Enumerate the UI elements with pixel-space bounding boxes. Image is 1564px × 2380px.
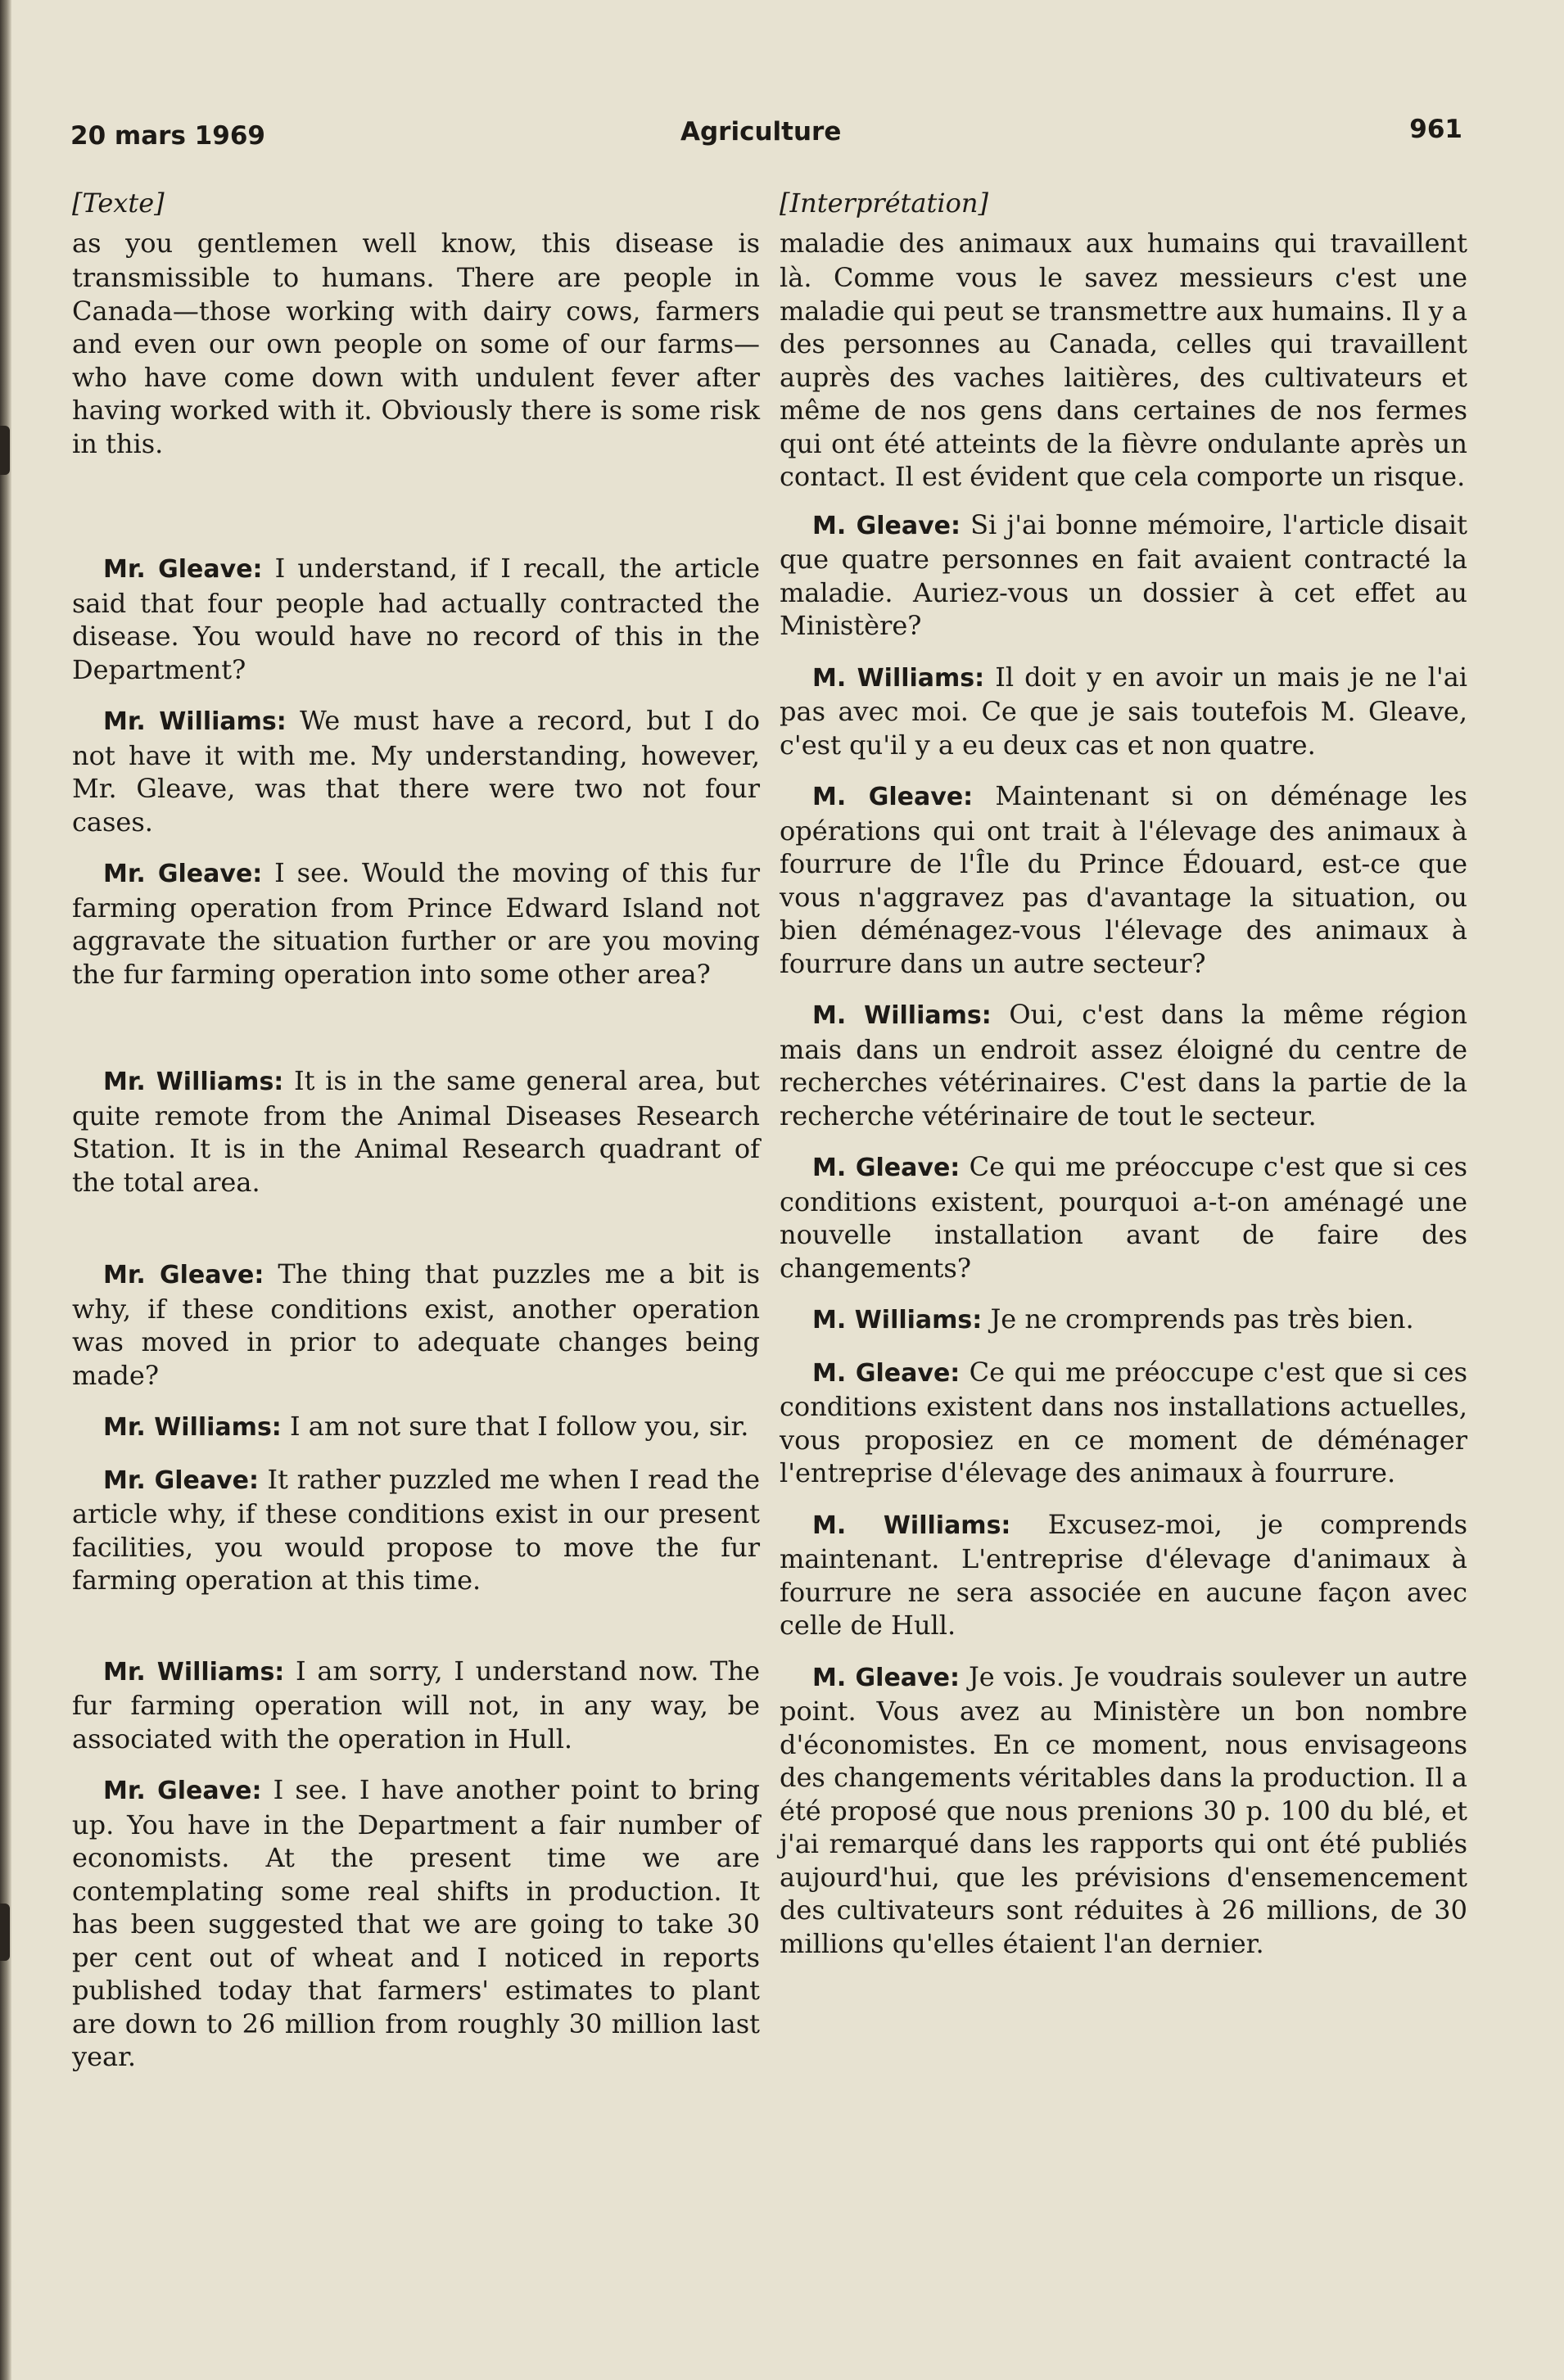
speaker-name: M. Gleave: [812,783,974,811]
paragraph-text: It is in the same general area, but quite remote from the Animal Diseases Research Station. It is in the Animal Research quadrant of the total area. [72,1065,761,1198]
speaker-name: M. Gleave: [812,1663,960,1692]
paragraph-text: Oui, c'est dans la même région mais dans un endroit assez éloigné du centre de recherches vétérinaires. C'est dans la partie de la recherche vétérinaire de tout le secteur. [780,999,1468,1131]
paragraph [780,779,1467,980]
header-title: Agriculture [680,117,842,147]
speaker-name: M. Williams: [812,1511,1011,1540]
paragraph-text: Maintenant si on déménage les opérations qui ont trait à l'élevage des animaux à fourrure de l'Île du Prince Édouard, est-ce que vous n'aggravez pas d'avantage la situation, ou bien déménagez-vous l'élevage des animaux à fourrure dans un autre secteur? [780,780,1467,979]
paragraph [72,1410,760,1445]
paragraph-text: Je ne cromprends pas très bien. [990,1303,1414,1335]
paragraph-text: Je vois. Je voudrais soulever un autre point. Vous avez au Ministère un bon nombre d'économistes. En ce moment, nous envisageons des changements véritables dans la production. Il a été proposé que nous prenions 30 p. 100 du blé, et j'ai remarqué dans les rapports qui ont été publiés aujourd'hui, que les prévisions d'ensemencement des cultivateurs sont réduites à 26 millions, de 30 millions qu'elles étaient l'an dernier. [780,1660,1467,1959]
paragraph-text: I am not sure that I follow you, sir. [289,1411,749,1442]
french-column [780,187,1467,1960]
paragraph [780,1356,1467,1490]
speaker-name: M. Williams: [812,663,985,693]
speaker-name: Mr. Williams: [103,1657,285,1687]
paragraph-text: It rather puzzled me when I read the article why, if these conditions exist in our present facilities, you would propose to move the fur farming operation at this time. [72,1463,761,1596]
paragraph [72,552,760,686]
speaker-name: Mr. Williams: [103,707,287,736]
speaker-name: Mr. Gleave: [103,555,263,584]
speaker-name: Mr. Gleave: [103,1777,262,1805]
paragraph [780,661,1467,762]
page-header [70,115,1462,151]
paragraph [780,1660,1467,1961]
binding-mark [0,426,10,475]
paragraph [72,1655,760,1756]
page-number: 961 [1409,115,1462,144]
page-binding-edge [0,0,11,2380]
paragraph-text: Il doit y en avoir un mais je ne l'ai pas avec moi. Ce que je sais toutefois M. Gleave, c'est qu'il y a eu deux cas et non quatre. [780,661,1468,761]
paragraph-text: We must have a record, but I do not have it with me. My understanding, however, Mr. Gleave, was that there were two not four cases. [72,705,761,838]
paragraph-text: I am sorry, I understand now. The fur farming operation will not, in any way, be associated with the operation in Hull. [72,1655,761,1755]
speaker-name: Mr. Williams: [103,1068,284,1096]
paragraph-text: I understand, if I recall, the article said that four people had actually contracted the disease. You would have no record of this in the Department? [72,553,761,685]
column-label: [Interprétation] [780,187,988,219]
speaker-name: Mr. Gleave: [103,860,263,888]
paragraph [72,1258,760,1392]
speaker-name: M. Gleave: [812,1358,961,1388]
column-label: [Texte] [72,187,165,219]
paragraph [780,1150,1467,1285]
paragraph-text: Ce qui me préoccupe c'est que si ces conditions existent, pourquoi a-t-on aménagé une nouvelle installation avant de faire des changements? [780,1151,1468,1284]
speaker-name: Mr. Gleave: [103,1465,259,1495]
paragraph-text: maladie des animaux aux humains qui travaillent là. Comme vous le savez messieurs c'est une maladie qui peut se transmettre aux humains. Il y a des personnes au Canada, celles qui travaillent auprès des vaches laitières, des cultivateurs et même de nos gens dans certaines de nos fermes qui ont été atteints de la fièvre ondulante après un contact. Il est évident que cela comporte un risque. [780,227,1467,492]
speaker-name: M. Williams: [812,1001,992,1030]
paragraph-text: as you gentlemen well know, this disease is transmissible to humans. There are people in Canada—those working with dairy cows, farmers and even our own people on some of our farms—who have come down with undulent fever after having worked with it. Obviously there is some risk in this. [72,227,760,459]
paragraph [780,1303,1467,1338]
speaker-name: M. Gleave: [812,1154,961,1182]
header-date: 20 mars 1969 [70,121,265,151]
speaker-name: Mr. Williams: [103,1413,282,1442]
paragraph [72,856,760,991]
paragraph-text: I see. Would the moving of this fur farming operation from Prince Edward Island not aggravate the situation further or are you moving the fur farming operation into some other area? [72,857,760,990]
paragraph [72,1463,760,1597]
paragraph-text: Si j'ai bonne mémoire, l'article disait que quatre personnes en fait avaient contracté la maladie. Auriez-vous un dossier à cet effet au Ministère? [780,508,1467,641]
speaker-name: M. Williams: [812,1306,983,1335]
speaker-name: M. Gleave: [812,511,961,540]
paragraph-text: Excusez-moi, je comprends maintenant. L'entreprise d'élevage d'animaux à fourrure ne sera associée en aucune façon avec celle de Hull. [780,1508,1468,1641]
paragraph-text: I see. I have another point to bring up. You have in the Department a fair number of economists. At the present time we are contemplating some real shifts in production. It has been suggested that we are going to take 30 per cent out of wheat and I noticed in reports published today that farmers' estimates to plant are down to 26 million from roughly 30 million last year. [72,1774,761,2072]
paragraph [72,1773,760,2074]
paragraph [780,508,1467,643]
speaker-name: Mr. Gleave: [103,1261,264,1289]
paragraph-text: The thing that puzzles me a bit is why, if these conditions exist, another operation was moved in prior to adequate changes being made? [72,1258,761,1391]
english-column [72,187,760,2074]
paragraph [780,998,1467,1132]
paragraph [72,704,760,838]
paragraph-text: Ce qui me préoccupe c'est que si ces conditions existent dans nos installations actuelles, vous proposiez en ce moment de déménager l'entreprise d'élevage des animaux à fourrure. [780,1356,1468,1488]
paragraph [780,227,1467,494]
binding-mark [0,1904,10,1961]
paragraph [72,227,760,461]
paragraph [72,1064,760,1199]
paragraph [780,1508,1467,1642]
